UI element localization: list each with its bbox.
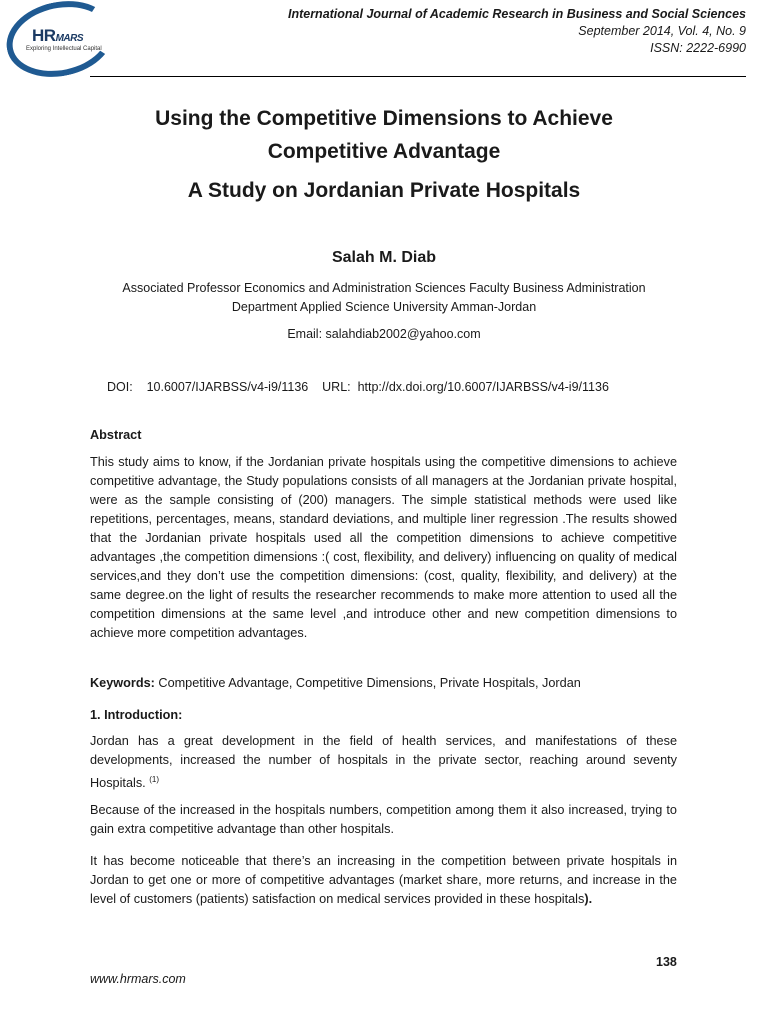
author-email: Email: salahdiab2002@yahoo.com: [287, 327, 481, 341]
intro-p3-text: It has become noticeable that there’s an increasing in the competition between private hospitals in Jordan to get one or more of competitive advantages (market share, more returns, and increase in the level of customers (patients) satisfaction on medical services provided in these hospitals: [90, 854, 677, 906]
logo-text-main: HR: [32, 26, 56, 45]
intro-paragraph-3: [90, 852, 677, 909]
hrmars-logo: [0, 0, 130, 80]
page-number: 138: [656, 955, 677, 969]
logo-tagline: Exploring Intellectual Capital: [26, 46, 102, 52]
abstract-heading: Abstract: [90, 428, 142, 442]
journal-issue: September 2014, Vol. 4, No. 9: [578, 24, 746, 38]
journal-header: [288, 6, 746, 57]
header-divider: [90, 76, 746, 77]
paper-title-line1: Using the Competitive Dimensions to Achieve: [155, 107, 613, 130]
intro-paragraph-2: Because of the increased in the hospitals numbers, competition among them it also increased, trying to gain extra competitive advantage than other hospitals.: [90, 803, 677, 836]
author-affiliation-1: Associated Professor Economics and Administration Sciences Faculty Business Administration: [122, 281, 646, 295]
footer-website: www.hrmars.com: [90, 972, 186, 986]
intro-heading: 1. Introduction:: [90, 708, 183, 722]
footnote-ref: (1): [149, 775, 160, 784]
journal-issn: ISSN: 2222-6990: [650, 41, 746, 55]
keywords: [90, 674, 677, 693]
abstract-text: This study aims to know, if the Jordanian private hospitals using the competitive dimensions to achieve competitive advantage, the Study populations consists of all managers at the Jordanian private hospital, were as the sample consisting of (200) managers. The simple statistical methods were used like repetitions, percentages, means, standard deviations, and multiple liner regression .The results showed that the Jordanian private hospitals used all the competition dimensions to achieve competitive advantages ,the competition dimensions :( cost, flexibility, and delivery) influencing on quality of medical services,and they don’t use the competition dimensions: (cost, quality, flexibility, and delivery) at the same degree.on the light of results the researcher recommends to make more attention to used all the competition dimensions at the same level ,and introduce other and new competition dimensions to achieve more competition advantages.: [90, 455, 677, 640]
paper-title-line2: Competitive Advantage: [267, 140, 501, 163]
logo-text-sub: MARS: [55, 33, 84, 44]
intro-paragraph-1: [90, 732, 677, 793]
intro-p3-end: ).: [584, 892, 593, 906]
author-affiliation-2: Department Applied Science University Amman-Jordan: [231, 300, 537, 314]
paper-subtitle: A Study on Jordanian Private Hospitals: [187, 179, 581, 202]
doi-url-line: DOI: 10.6007/IJARBSS/v4-i9/1136 URL: http://dx.doi.org/10.6007/IJARBSS/v4-i9/1136: [107, 380, 609, 394]
author-name: Salah M. Diab: [331, 249, 437, 266]
keywords-text: Competitive Advantage, Competitive Dimensions, Private Hospitals, Jordan: [154, 676, 581, 690]
intro-p1-text: Jordan has a great development in the field of health services, and manifestations of these developments, increased the number of hospitals in the private sector, reaching around seventy Hospitals.: [90, 734, 677, 791]
journal-title: International Journal of Academic Research in Business and Social Sciences: [287, 7, 746, 21]
keywords-label: Keywords:: [90, 676, 155, 690]
